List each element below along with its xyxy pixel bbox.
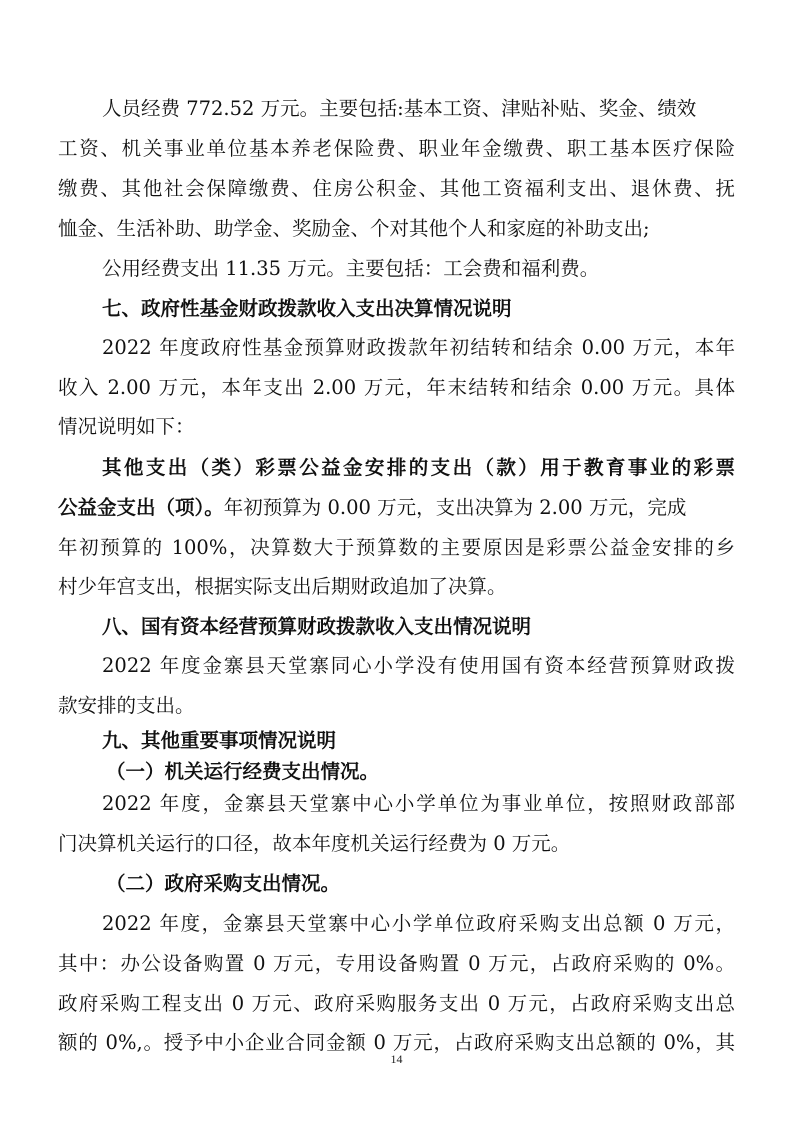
section-heading-9: 九、其他重要事项情况说明 xyxy=(102,729,337,752)
body-line: 缴费、其他社会保障缴费、住房公积金、其他工资福利支出、退休费、抚 xyxy=(58,177,735,200)
body-line: 收入 2.00 万元，本年支出 2.00 万元，年末结转和结余 0.00 万元。具体 xyxy=(58,376,735,399)
body-line: 其中：办公设备购置 0 万元，专用设备购置 0 万元，占政府采购的 0%。 xyxy=(58,952,735,975)
subsection-heading-1: （一）机关运行经费支出情况。 xyxy=(106,760,380,783)
body-line: 恤金、生活补助、助学金、奖励金、个对其他个人和家庭的补助支出; xyxy=(58,217,650,240)
body-line: 年初预算的 100%，决算数大于预算数的主要原因是彩票公益金安排的乡 xyxy=(58,536,735,559)
body-line-mixed xyxy=(58,496,735,520)
section-heading-8: 八、国有资本经营预算财政拨款收入支出情况说明 xyxy=(102,615,532,638)
body-line: 额的 0%,。授予中小企业合同金额 0 万元，占政府采购支出总额的 0%，其 xyxy=(58,1031,735,1054)
body-text: 年初预算为 0.00 万元，支出决算为 2.00 万元，完成 xyxy=(223,496,687,519)
bold-item-title-end: 公益金支出（项）。 xyxy=(58,496,224,519)
body-line: 2022 年度金寨县天堂寨同心小学没有使用国有资本经营预算财政拨 xyxy=(102,654,735,677)
subsection-heading-2: （二）政府采购支出情况。 xyxy=(106,872,341,895)
body-line: 政府采购工程支出 0 万元、政府采购服务支出 0 万元，占政府采购支出总 xyxy=(58,992,735,1015)
body-line: 村少年宫支出，根据实际支出后期财政追加了决算。 xyxy=(58,575,507,598)
body-line: 公用经费支出 11.35 万元。主要包括：工会费和福利费。 xyxy=(102,257,600,280)
page-number: 14 xyxy=(390,1052,403,1066)
body-line: 2022 年度，金寨县天堂寨中心小学单位为事业单位，按照财政部部 xyxy=(102,792,735,815)
body-line: 2022 年度，金寨县天堂寨中心小学单位政府采购支出总额 0 万元， xyxy=(102,912,735,935)
body-line: 工资、机关事业单位基本养老保险费、职业年金缴费、职工基本医疗保险 xyxy=(58,137,735,160)
section-heading-7: 七、政府性基金财政拨款收入支出决算情况说明 xyxy=(102,297,512,320)
body-line: 人员经费 772.52 万元。主要包括:基本工资、津贴补贴、奖金、绩效 xyxy=(102,97,697,120)
bold-item-title: 其他支出（类）彩票公益金安排的支出（款）用于教育事业的彩票 xyxy=(102,456,735,479)
body-line: 门决算机关运行的口径，故本年度机关运行经费为 0 万元。 xyxy=(58,832,571,855)
body-line: 款安排的支出。 xyxy=(58,694,195,717)
body-line: 2022 年度政府性基金预算财政拨款年初结转和结余 0.00 万元，本年 xyxy=(102,336,735,359)
body-line: 情况说明如下： xyxy=(58,415,195,438)
